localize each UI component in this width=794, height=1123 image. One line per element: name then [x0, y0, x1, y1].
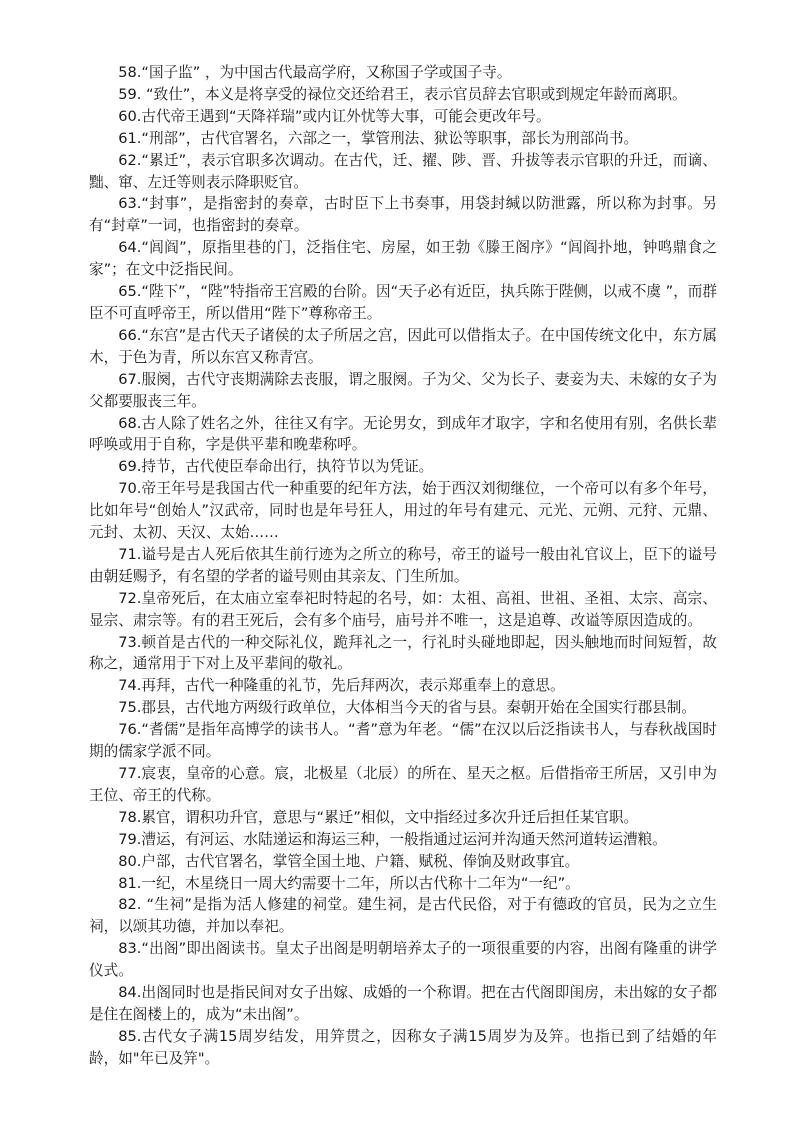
entry-67: 67.服阕，古代守丧期满除去丧服，谓之服阕。子为父、父为长子、妻妾为夫、未嫁的女子为父都要服丧三年。	[89, 370, 717, 410]
entry-58: 58.“国子监” ，为中国古代最高学府，又称国子学或国子寺。	[118, 64, 512, 81]
entry-59: 59. “致仕”，本义是将享受的禄位交还给君王，表示官员辞去官职或到规定年龄而离职。	[118, 85, 687, 103]
entry-66: 66.“东宫”是古代天子诸侯的太子所居之宫，因此可以借指太子。在中国传统文化中，东方属木，于色为青，所以东宫又称青宫。	[89, 326, 717, 366]
entry-76: 76.“耆儒”是指年高博学的读书人。“耆”意为年老。“儒”在汉以后泛指读书人，与春秋战国时期的儒家学派不同。	[89, 721, 717, 761]
entry-60: 60.古代帝王遇到“天降祥瑞”或内讧外忧等大事，可能会更改年号。	[118, 107, 551, 125]
entry-73: 73.顿首是古代的一种交际礼仪，跪拜礼之一，行礼时头碰地即起，因头触地而时间短暂，故称之，通常用于下对上及平辈间的敬礼。	[89, 633, 717, 673]
entry-68: 68.古人除了姓名之外，往往又有字。无论男女，到成年才取字，字和名使用有别，名供长辈呼唤或用于自称，字是供平辈和晚辈称呼。	[89, 414, 717, 454]
entry-81: 81.一纪，木星绕日一周大约需要十二年，所以古代称十二年为“一纪”。	[118, 874, 580, 892]
document-body	[89, 62, 717, 1070]
entry-79: 79.漕运，有河运、水陆递运和海运三种，一般指通过运河并沟通天然河道转运漕粮。	[118, 830, 667, 848]
entry-83: 83.“出阁”即出阁读书。皇太子出阁是明朝培养太子的一项很重要的内容，出阁有隆重的讲学仪式。	[89, 940, 717, 980]
entry-71: 71.谥号是古人死后依其生前行迹为之所立的称号，帝王的谥号一般由礼官议上，臣下的谥号由朝廷赐予，有名望的学者的谥号则由其亲友、门生所加。	[89, 545, 717, 585]
entry-64: 64.“闾阎”，原指里巷的门，泛指住宅、房屋，如王勃《滕王阁序》“闾阎扑地，钟鸣鼎食之家”；在文中泛指民间。	[89, 239, 717, 279]
entry-77: 77.宸衷，皇帝的心意。宸，北极星（北辰）的所在、星天之枢。后借指帝王所居，又引申为王位、帝王的代称。	[89, 765, 717, 804]
entry-69: 69.持节，古代使臣奉命出行，执符节以为凭证。	[118, 458, 434, 476]
entry-80: 80.户部，古代官署名，掌管全国土地、户籍、赋税、俸饷及财政事宜。	[118, 852, 580, 870]
entry-72: 72.皇帝死后，在太庙立室奉祀时特起的名号，如：太祖、高祖、世祖、圣祖、太宗、高宗、显宗、肃宗等。有的君王死后，会有多个庙号，庙号并不唯一，这是追尊、改谥等原因造成的。	[89, 589, 717, 629]
entry-75: 75.郡县，古代地方两级行政单位，大体相当今天的省与县。秦朝开始在全国实行郡县制。	[118, 699, 696, 717]
entry-84: 84.出阁同时也是指民间对女子出嫁、成婚的一个称谓。把在古代阁即闺房，未出嫁的女子都是住在阁楼上的，成为“未出阁”。	[89, 984, 717, 1023]
entry-70: 70.帝王年号是我国古代一种重要的纪年方法，始于西汉刘彻继位，一个帝可以有多个年号，比如年号“创始人”汉武帝，同时也是年号狂人，用过的年号有建元、元光、元朔、元狩、元鼎、元封、太初、天汉、太始……	[89, 480, 717, 542]
entry-61: 61.“刑部”，古代官署名，六部之一，掌管刑法、狱讼等职事，部长为刑部尚书。	[118, 129, 639, 147]
entry-62: 62.“累迁”，表示官职多次调动。在古代，迁、擢、陟、晋、升拔等表示官职的升迁，而谪、黜、窜、左迁等则表示降职贬官。	[89, 151, 717, 191]
entry-65: 65.“陛下”，“陛”特指帝王宫殿的台阶。因“天子必有近臣，执兵陈于陛侧，以戒不虞 ”，而群臣不可直呼帝王，所以借用“陛下”尊称帝王。	[89, 283, 717, 322]
entry-78: 78.累官，谓积功升官，意思与“累迁”相似，文中指经过多次升迁后担任某官职。	[118, 808, 639, 826]
entry-85: 85.古代女子满15周岁结发，用笄贯之，因称女子满15周岁为及笄。也指已到了结婚的年龄，如"年已及笄"。	[89, 1027, 717, 1067]
entry-63: 63.“封事”，是指密封的奏章，古时臣下上书奏事，用袋封缄以防泄露，所以称为封事。另有“封章”一词，也指密封的奏章。	[89, 195, 717, 235]
entry-82: 82. “生祠”是指为活人修建的祠堂。建生祠，是古代民俗，对于有德政的官员，民为之立生祠，以颂其功德，并加以奉祀。	[89, 896, 717, 936]
entry-74: 74.再拜，古代一种隆重的礼节，先后拜两次，表示郑重奉上的意思。	[118, 677, 565, 695]
